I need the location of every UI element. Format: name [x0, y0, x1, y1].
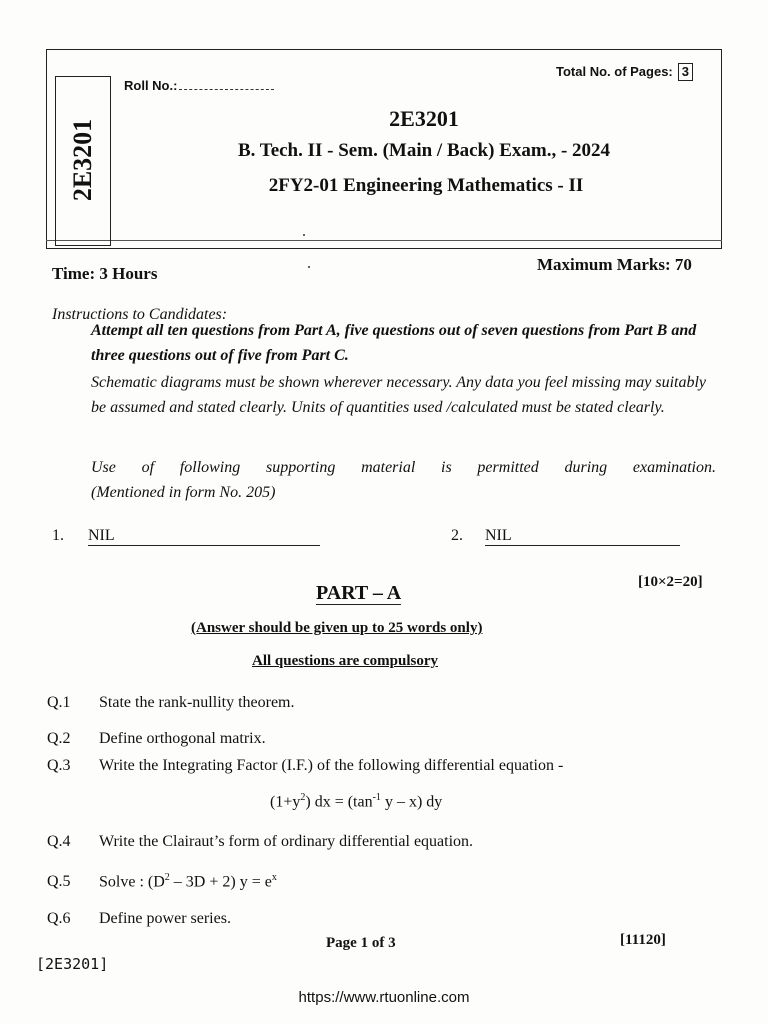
paper-code: 2E3201	[389, 106, 459, 131]
equation-part: – 3D + 2) y = e	[169, 873, 272, 891]
website-url: https://www.rtuonline.com	[298, 989, 470, 1006]
total-pages-value: 3	[678, 63, 693, 81]
question-number: Q.3	[47, 757, 71, 774]
question	[47, 910, 697, 928]
subject-title: 2FY2-01 Engineering Mathematics - II	[268, 175, 584, 196]
instruction-3-note: (Mentioned in form No. 205)	[91, 484, 276, 501]
material-number: 2.	[451, 527, 463, 544]
material-item	[52, 527, 320, 546]
material-item	[451, 527, 680, 546]
equation-superscript: x	[271, 872, 277, 883]
roll-number	[124, 78, 274, 93]
instruction-2: Schematic diagrams must be shown wherever necessary. Any data you feel missing may suitably be assumed and stated clearly. Units of quantities used /calculated must be stated clearly.	[91, 374, 707, 416]
question	[47, 694, 697, 712]
equation-part: y – x) dy	[380, 793, 443, 811]
equation-superscript: 2	[164, 872, 170, 883]
question-number: Q.5	[47, 873, 71, 891]
question-number: Q.2	[47, 730, 71, 747]
material-number: 1.	[52, 527, 64, 544]
page-number: Page 1 of 3	[326, 935, 396, 951]
instruction-3	[91, 455, 716, 505]
question-text: Solve : (D	[99, 873, 165, 891]
total-pages	[556, 63, 693, 81]
question-text: Write the Integrating Factor (I.F.) of the following differential equation -	[99, 757, 564, 774]
question-text: Define power series.	[99, 910, 231, 927]
question	[47, 757, 697, 775]
question-number: Q.4	[47, 833, 71, 850]
part-a-title: PART – A	[316, 582, 402, 604]
question	[47, 833, 697, 851]
footer-paper-code: [2E3201]	[36, 955, 109, 973]
vertical-paper-code: 2E3201	[68, 118, 97, 202]
question	[47, 872, 697, 891]
exam-title: B. Tech. II - Sem. (Main / Back) Exam., - 2024	[237, 140, 611, 161]
total-pages-label: Total No. of Pages:	[556, 64, 673, 79]
material-value: NIL	[88, 527, 320, 546]
time-allowed: Time: 3 Hours	[52, 264, 158, 283]
header-divider	[46, 240, 722, 241]
equation-part: ) dx = (tan	[305, 793, 373, 811]
question-number: Q.1	[47, 694, 71, 711]
speck	[308, 266, 310, 268]
part-a-compulsory: All questions are compulsory	[252, 653, 438, 669]
material-value: NIL	[485, 527, 680, 546]
question-text: State the rank-nullity theorem.	[99, 694, 295, 711]
part-a-note: (Answer should be given up to 25 words only)	[191, 620, 483, 636]
maximum-marks: Maximum Marks: 70	[537, 255, 692, 274]
roll-number-field	[179, 89, 274, 90]
speck	[303, 234, 305, 236]
instruction-1: Attempt all ten questions from Part A, five questions out of seven questions from Part B and three questions out of five from Part C.	[91, 322, 697, 364]
question-number: Q.6	[47, 910, 71, 927]
roll-label: Roll No.:	[124, 78, 178, 93]
equation-part: (1+y	[270, 793, 301, 811]
question-text: Define orthogonal matrix.	[99, 730, 266, 747]
q3-equation	[270, 792, 442, 811]
instruction-3-text: Use of following supporting material is permitted during examination.	[91, 459, 716, 476]
question	[47, 730, 697, 748]
equation-superscript: -1	[372, 792, 381, 803]
instructions-heading: Instructions to Candidates:	[52, 306, 228, 323]
footer-code: [11120]	[620, 932, 666, 948]
part-a-marks: [10×2=20]	[638, 574, 703, 590]
equation-superscript: 2	[300, 792, 306, 803]
question-text: Write the Clairaut’s form of ordinary differential equation.	[99, 833, 474, 850]
